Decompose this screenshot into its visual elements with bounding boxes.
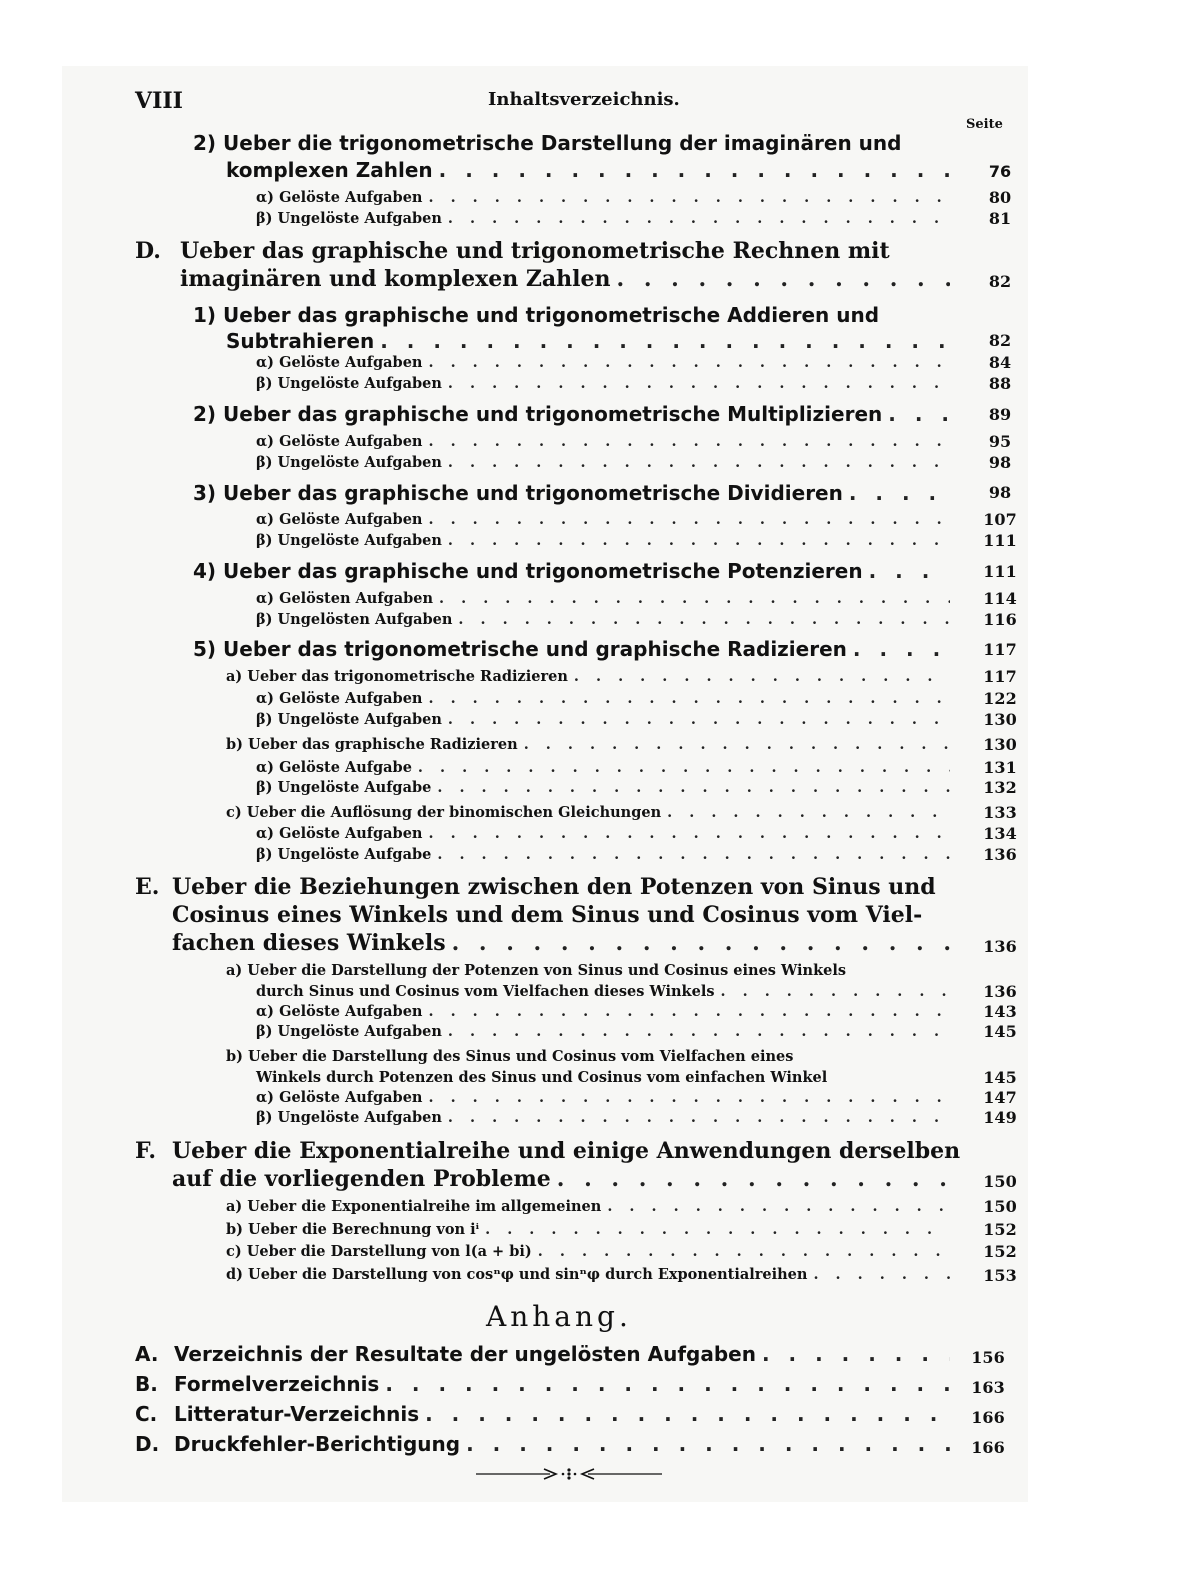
leader-dots	[869, 559, 950, 583]
leader-dots	[428, 354, 950, 371]
leader-dots	[439, 158, 950, 182]
appendix-heading: Anhang.	[486, 1300, 632, 1333]
leader-dots	[448, 1023, 950, 1040]
toc-entry-title: 2) Ueber das graphische und trigonometrische Multiplizieren	[193, 402, 883, 426]
toc-entry	[256, 1023, 956, 1040]
leader-dots	[428, 189, 950, 206]
leader-dots	[428, 690, 950, 707]
toc-entry-title: 5) Ueber das trigonometrische und graphische Radizieren	[193, 637, 847, 661]
leader-dots	[437, 779, 950, 796]
toc-page-number: 133	[983, 803, 1017, 822]
toc-entry	[256, 590, 956, 607]
leader-dots	[380, 329, 950, 353]
toc-entry-title: 4) Ueber das graphische und trigonometrische Potenzieren	[193, 559, 863, 583]
leader-dots	[418, 759, 950, 776]
section-title: Cosinus eines Winkels und dem Sinus und Cosinus vom Viel-	[172, 902, 923, 928]
toc-page-number: 156	[971, 1348, 1005, 1367]
toc-page-number: 130	[983, 710, 1017, 729]
toc-entry	[256, 983, 956, 1000]
leader-dots	[428, 825, 950, 842]
toc-entry-title: b) Ueber die Berechnung von iⁱ	[226, 1221, 480, 1238]
toc-entry-title: a) Ueber die Exponentialreihe im allgemeinen	[226, 1198, 602, 1215]
toc-entry	[256, 532, 956, 549]
toc-entry-title: β) Ungelöste Aufgaben	[256, 454, 442, 471]
toc-page-number: 81	[988, 209, 1012, 228]
leader-dots	[428, 1089, 950, 1106]
toc-entry-title: 2) Ueber die trigonometrische Darstellung der imaginären und	[193, 131, 902, 155]
toc-entry-title: b) Ueber die Darstellung des Sinus und Cosinus vom Vielfachen eines	[226, 1048, 794, 1065]
toc-entry	[193, 637, 956, 661]
page-title: Inhaltsverzeichnis.	[488, 89, 680, 110]
toc-page-number: 152	[983, 1220, 1017, 1239]
leader-dots	[538, 1243, 950, 1260]
toc-entry	[226, 329, 956, 353]
toc-page-number: 89	[988, 405, 1012, 424]
section-letter: A.	[135, 1342, 159, 1366]
toc-entry	[256, 375, 956, 392]
section-letter: B.	[135, 1372, 158, 1396]
toc-entry-title: c) Ueber die Auflösung der binomischen Gleichungen	[226, 804, 662, 821]
toc-entry-title: α) Gelöste Aufgaben	[256, 690, 423, 707]
toc-page-number: 152	[983, 1242, 1017, 1261]
toc-entry-title: β) Ungelöste Aufgabe	[256, 846, 432, 863]
toc-page-number: 76	[988, 162, 1012, 181]
leader-dots	[448, 454, 950, 471]
toc-entry-title: b) Ueber das graphische Radizieren	[226, 736, 518, 753]
toc-page-number: 132	[983, 778, 1017, 797]
toc-page-number: 80	[988, 188, 1012, 207]
toc-entry	[226, 1266, 956, 1283]
leader-dots	[448, 210, 950, 227]
toc-entry	[180, 266, 956, 292]
leader-dots	[448, 711, 950, 728]
toc-entry-title: α) Gelöste Aufgaben	[256, 189, 423, 206]
toc-entry	[226, 1198, 956, 1215]
section-letter: F.	[135, 1138, 157, 1164]
leader-dots	[524, 736, 950, 753]
toc-page-number: 107	[983, 510, 1017, 529]
leader-dots	[888, 402, 950, 426]
toc-page-number: 143	[983, 1002, 1017, 1021]
toc-entry-title: c) Ueber die Darstellung von l(a + bi)	[226, 1243, 532, 1260]
toc-entry	[174, 1402, 956, 1426]
toc-entry-title: Formelverzeichnis	[174, 1372, 380, 1396]
toc-entry	[172, 1166, 956, 1192]
toc-entry	[256, 1089, 956, 1106]
toc-entry-title: Subtrahieren	[226, 329, 375, 353]
leader-dots	[428, 433, 950, 450]
leader-dots	[385, 1372, 950, 1396]
leader-dots	[425, 1402, 950, 1426]
toc-entry	[174, 1372, 956, 1396]
leader-dots	[452, 930, 950, 956]
leader-dots	[762, 1342, 950, 1366]
toc-page-number: 114	[983, 589, 1017, 608]
leader-dots	[557, 1166, 950, 1192]
toc-page-number: 82	[988, 331, 1012, 350]
toc-entry-title: β) Ungelöste Aufgaben	[256, 1109, 442, 1126]
leader-dots	[428, 1003, 950, 1020]
toc-page-number: 166	[971, 1408, 1005, 1427]
toc-entry	[193, 559, 956, 583]
toc-entry	[256, 611, 956, 628]
toc-entry	[226, 736, 956, 753]
toc-entry-title: durch Sinus und Cosinus vom Vielfachen dieses Winkels	[256, 983, 715, 1000]
toc-entry-title: fachen dieses Winkels	[172, 930, 446, 956]
toc-entry-title: α) Gelöste Aufgaben	[256, 433, 423, 450]
leader-dots	[466, 1432, 950, 1456]
toc-entry-title: Winkels durch Potenzen des Sinus und Cosinus vom einfachen Winkel	[256, 1069, 828, 1086]
toc-page-number: 153	[983, 1266, 1017, 1285]
toc-entry	[256, 711, 956, 728]
leader-dots	[849, 481, 950, 505]
toc-page-number: 136	[983, 937, 1017, 956]
toc-page-number: 136	[983, 982, 1017, 1001]
leader-dots	[721, 983, 950, 1000]
toc-entry	[256, 1003, 956, 1020]
toc-entry	[226, 1243, 956, 1260]
toc-entry-title: α) Gelöste Aufgabe	[256, 759, 412, 776]
toc-entry-title: β) Ungelöste Aufgaben	[256, 711, 442, 728]
toc-page-number: 82	[988, 272, 1012, 291]
leader-dots	[853, 637, 950, 661]
toc-page-number: 136	[983, 845, 1017, 864]
toc-page-number: 98	[988, 483, 1012, 502]
toc-entry	[256, 759, 956, 776]
toc-entry	[193, 402, 956, 426]
toc-page-number: 116	[983, 610, 1017, 629]
toc-page-number: 130	[983, 735, 1017, 754]
toc-entry-title: β) Ungelöste Aufgaben	[256, 210, 442, 227]
section-title: Ueber die Beziehungen zwischen den Potenzen von Sinus und	[172, 874, 936, 900]
toc-page-number: 150	[983, 1172, 1017, 1191]
leader-dots	[607, 1198, 950, 1215]
toc-entry-title: 3) Ueber das graphische und trigonometrische Dividieren	[193, 481, 843, 505]
toc-page-number: 145	[983, 1068, 1017, 1087]
toc-page-number: 84	[988, 353, 1012, 372]
toc-entry	[256, 189, 956, 206]
toc-page-number: 134	[983, 824, 1017, 843]
toc-page-number: 163	[971, 1378, 1005, 1397]
toc-entry	[226, 158, 956, 182]
leader-dots	[448, 1109, 950, 1126]
toc-entry-title: d) Ueber die Darstellung von cosⁿφ und sinⁿφ durch Exponentialreihen	[226, 1266, 808, 1283]
toc-entry-title: a) Ueber das trigonometrische Radizieren	[226, 668, 568, 685]
toc-entry	[256, 433, 956, 450]
leader-dots	[813, 1266, 950, 1283]
toc-page-number: 166	[971, 1438, 1005, 1457]
toc-entry-title: a) Ueber die Darstellung der Potenzen von Sinus und Cosinus eines Winkels	[226, 962, 847, 979]
toc-entry	[174, 1342, 956, 1366]
section-letter: D.	[135, 238, 161, 264]
toc-entry-title: β) Ungelöste Aufgaben	[256, 375, 442, 392]
toc-entry-title: α) Gelösten Aufgaben	[256, 590, 434, 607]
toc-entry-title: imaginären und komplexen Zahlen	[180, 266, 611, 292]
toc-entry	[226, 1221, 956, 1238]
toc-entry	[256, 690, 956, 707]
toc-entry	[226, 804, 956, 821]
leader-dots	[485, 1221, 950, 1238]
toc-entry-title: α) Gelöste Aufgaben	[256, 1003, 423, 1020]
toc-page-number: 88	[988, 374, 1012, 393]
toc-entry	[256, 210, 956, 227]
leader-dots	[458, 611, 950, 628]
toc-page-number: 98	[988, 453, 1012, 472]
toc-entry	[174, 1432, 956, 1456]
toc-entry-title: Druckfehler-Berichtigung	[174, 1432, 461, 1456]
toc-entry	[256, 511, 956, 528]
toc-page-number: 117	[983, 640, 1017, 659]
toc-page-number: 117	[983, 667, 1017, 686]
leader-dots	[448, 532, 950, 549]
toc-entry-title: Verzeichnis der Resultate der ungelösten Aufgaben	[174, 1342, 756, 1366]
toc-page-number: 111	[983, 531, 1017, 550]
section-letter: D.	[135, 1432, 160, 1456]
toc-entry	[193, 481, 956, 505]
toc-page-number: 131	[983, 758, 1017, 777]
toc-entry-title: komplexen Zahlen	[226, 158, 433, 182]
toc-entry-title: α) Gelöste Aufgaben	[256, 354, 423, 371]
toc-entry-title: Litteratur-Verzeichnis	[174, 1402, 420, 1426]
toc-entry	[256, 354, 956, 371]
page-number: VIII	[135, 88, 183, 114]
toc-entry-title: α) Gelöste Aufgaben	[256, 511, 423, 528]
toc-entry-title: β) Ungelöste Aufgabe	[256, 779, 432, 796]
toc-entry-title: auf die vorliegenden Probleme	[172, 1166, 551, 1192]
leader-dots	[574, 668, 950, 685]
toc-entry	[172, 930, 956, 956]
leader-dots	[437, 846, 950, 863]
toc-entry	[256, 1109, 956, 1126]
toc-entry	[226, 668, 956, 685]
seite-label: Seite	[966, 117, 1003, 132]
toc-page-number: 95	[988, 432, 1012, 451]
leader-dots	[617, 266, 950, 292]
leader-dots	[428, 511, 950, 528]
toc-entry	[256, 825, 956, 842]
toc-page-number: 150	[983, 1197, 1017, 1216]
leader-dots	[439, 590, 950, 607]
toc-page-number: 149	[983, 1108, 1017, 1127]
toc-entry-title: α) Gelöste Aufgaben	[256, 1089, 423, 1106]
leader-dots	[667, 804, 950, 821]
toc-entry-title: α) Gelöste Aufgaben	[256, 825, 423, 842]
toc-entry	[256, 779, 956, 796]
toc-entry	[256, 454, 956, 471]
toc-entry-title: β) Ungelösten Aufgaben	[256, 611, 453, 628]
toc-page-number: 111	[983, 562, 1017, 581]
section-title: Ueber die Exponentialreihe und einige Anwendungen derselben	[172, 1138, 961, 1164]
toc-page-number: 147	[983, 1088, 1017, 1107]
toc-entry-title: 1) Ueber das graphische und trigonometrische Addieren und	[193, 303, 880, 327]
section-letter: C.	[135, 1402, 158, 1426]
section-title: Ueber das graphische und trigonometrische Rechnen mit	[180, 238, 890, 264]
ornament-divider	[474, 1464, 664, 1484]
section-letter: E.	[135, 874, 160, 900]
toc-entry-title: β) Ungelöste Aufgaben	[256, 1023, 442, 1040]
toc-page-number: 122	[983, 689, 1017, 708]
toc-entry-title: β) Ungelöste Aufgaben	[256, 532, 442, 549]
leader-dots	[448, 375, 950, 392]
toc-entry	[256, 846, 956, 863]
toc-page-number: 145	[983, 1022, 1017, 1041]
